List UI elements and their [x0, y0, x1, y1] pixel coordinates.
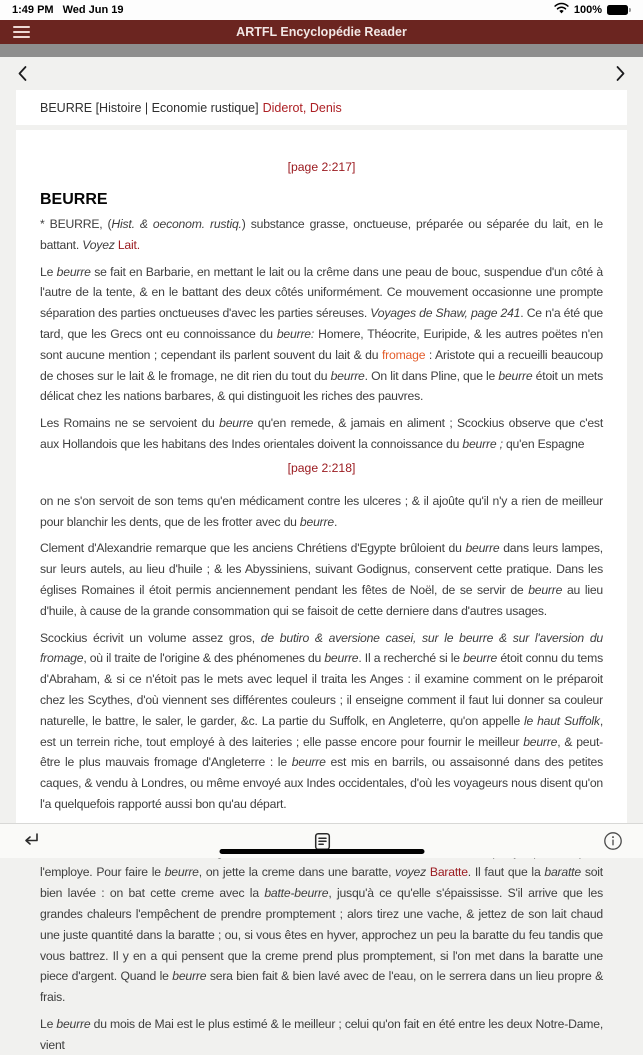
paragraph: Le beurre du mois de Mai est le plus estimé & le meilleur ; celui qu'on fait en été entre les deux Notre-Dame, vient: [40, 1016, 603, 1052]
emphasis-text: de butiro & aversione casei, sur le beurre & sur l'aversion du fromage: [40, 630, 604, 666]
cross-reference-link[interactable]: Lait.: [117, 237, 140, 252]
return-arrow-icon[interactable]: [20, 831, 42, 851]
app-title: ARTFL Encyclopédie Reader: [236, 25, 407, 39]
emphasis-text: voyez: [395, 865, 427, 880]
emphasis-text: beurre: [291, 755, 326, 770]
emphasis-text: beurre: [498, 368, 533, 383]
document-view: [16, 130, 627, 1052]
emphasis-text: beurre ;: [462, 436, 503, 451]
paragraph: on ne s'on servoit de son tems qu'en médicament contre les ulceres ; & il ajoûte qu'il n'y a rien de meilleur pour blanchir les dents, que de les frotter avec du beurre.: [40, 493, 603, 529]
paragraph: Scockius écrivit un volume assez gros, de butiro & aversione casei, sur le beurre & sur l'aversion du fromage, où il traite de l'origine & des phénomenes du beurre. Il a recherché si le beurre étoit connu du tems d'Abraham, & si ce n'étoit pas le mets avec lequel il traita les Anges : il examine comment on le préparoit chez les Scythes, d'où viennent ses différentes couleurs ; il enseigne comment il faut lui donner sa couleur naturelle, le battre, le saler, le garder, &c. La partie du Suffolk, en Angleterre, qu'on appelle le haut Suffolk, est un terrein riche, tout employé à des laiteries ; elle passe encore pour fournir le meilleur beurre, & peut-être le plus mauvais fromage d'Angleterre : le beurre est mis en barrils, ou assaisonné dans des petites caques, & vendu à Londres, ou même envoyé aux Indes occidentales, d'où les voyageurs nous disent qu'on l'a quelquefois rapporté aussi bon qu'au départ.: [40, 630, 604, 811]
document-icon[interactable]: [314, 832, 331, 851]
emphasis-text: Hist. & oeconom. rustiq.: [111, 217, 242, 231]
page-marker: [page 2:218]: [287, 460, 356, 475]
paragraph: Le beurre se fait en Barbarie, en mettant le lait ou la crême dans une peau de bouc, suspendue d'un côté à l'autre de la tente, & en le battant des deux côtés uniformément. Ce mouvement occasionne une prompte séparation des parties onctueuses d'avec les parties séreuses. Voyages de Shaw, page 241. Ce n'a été que tard, que les Grecs ont eu connoissance du beurre: Homere, Théocrite, Euripide, & les autres poëtes n'en sont aucune mention ; cependant ils parlent souvent du lait & du fromage : Aristote qui a recueilli beaucoup de choses sur le lait & le fromage, ne dit rien du tout du beurre. On lit dans Pline, que le beurre étoit un mets délicat chez les nations barbares, & qui distinguoit les riches des pauvres.: [40, 264, 604, 404]
emphasis-text: baratte: [544, 865, 581, 880]
entry-author-link[interactable]: Diderot, Denis: [262, 100, 342, 115]
emphasis-text: beurre:: [276, 326, 315, 341]
cross-reference-link[interactable]: fromage: [381, 347, 426, 362]
paragraph: * BEURRE, (Hist. & oeconom. rustiq.) substance grasse, onctueuse, préparée ou séparée du lait, en le battant. Voyez Lait.: [40, 217, 603, 252]
emphasis-text: beurre: [164, 865, 199, 880]
wifi-icon: [554, 3, 569, 17]
emphasis-text: le haut Suffolk: [524, 713, 600, 728]
emphasis-text: beurre: [299, 514, 334, 529]
emphasis-text: beurre: [463, 651, 498, 666]
paragraph: l'employe. Pour faire le beurre, on jette la creme dans une baratte, voyez Baratte. Il faut que la baratte soit bien lavée : on bat cette creme avec la batte-beurre, jusqu'à ce qu'elle s'épaississe. S'il arrive que les grandes chaleurs l'empêchent de prendre promptement ; alors tirez une vache, & jettez de son lait chaud une juste quantité dans la baratte ; ou, si vous êtes en hyver, approchez un peu la baratte du feu tandis que vous battrez. Il y en a qui pensent que la creme prend plus promptement, si l'on met dans la baratte une piece d'argent. Quand le beurre sera bien fait & bien lavé avec de l'eau, on le serrera dans un lieu propre & frais.: [40, 821, 603, 1008]
emphasis-text: Voyez: [82, 237, 115, 252]
entry-title: BEURRE [Histoire | Economie rustique]: [40, 100, 259, 115]
emphasis-text: beurre: [56, 264, 91, 279]
cross-reference-link[interactable]: Baratte: [429, 865, 468, 880]
article-pager: [0, 57, 643, 90]
emphasis-text: beurre: [219, 416, 254, 431]
info-circle-icon[interactable]: [603, 831, 623, 851]
emphasis-text: beurre: [528, 582, 563, 597]
chevron-left-icon[interactable]: [17, 65, 28, 82]
emphasis-text: beurre: [324, 651, 359, 666]
emphasis-text: beurre: [523, 734, 558, 749]
entry-header: [16, 90, 627, 125]
emphasis-text: beurre: [330, 368, 365, 383]
chevron-right-icon[interactable]: [615, 65, 626, 82]
page-marker: [page 2:217]: [287, 160, 356, 174]
clock-time: 1:49 PM: [12, 4, 54, 16]
clock-date: Wed Jun 19: [62, 4, 124, 16]
paragraph: Clement d'Alexandrie remarque que les anciens Chrétiens d'Egypte brûloient du beurre dans leurs lampes, sur leurs autels, au lieu d'huile ; & les Abyssiniens, suivant Godignus, conservent cette pratique. Dans les églises Romaines il étoit permis anciennement pendant les fêtes de Noël, de se servir de beurre au lieu d'huile, à cause de la grande consommation qui se faisoit de cette derniere dans d'autres usages.: [40, 541, 603, 618]
entry-heading: BEURRE: [40, 191, 108, 208]
home-indicator[interactable]: [219, 849, 424, 854]
emphasis-text: Voyages de Shaw, page 241: [370, 306, 521, 321]
nav-bar: [0, 20, 643, 44]
emphasis-text: beurre: [56, 1016, 91, 1031]
divider-strip: [0, 44, 643, 57]
battery-icon: [607, 5, 631, 15]
status-bar: [0, 0, 643, 20]
emphasis-text: batte-beurre: [264, 886, 329, 901]
paragraph: Les Romains ne se servoient du beurre qu'en remede, & jamais en aliment ; Scockius observe que c'est aux Hollandois que les habitans des Indes orientales doivent la connoissance du beurre ; qu'en Espagne: [40, 416, 604, 451]
emphasis-text: beurre: [172, 969, 207, 984]
battery-percent: 100%: [573, 4, 602, 16]
hamburger-icon[interactable]: [13, 26, 30, 39]
emphasis-text: beurre: [465, 541, 500, 556]
